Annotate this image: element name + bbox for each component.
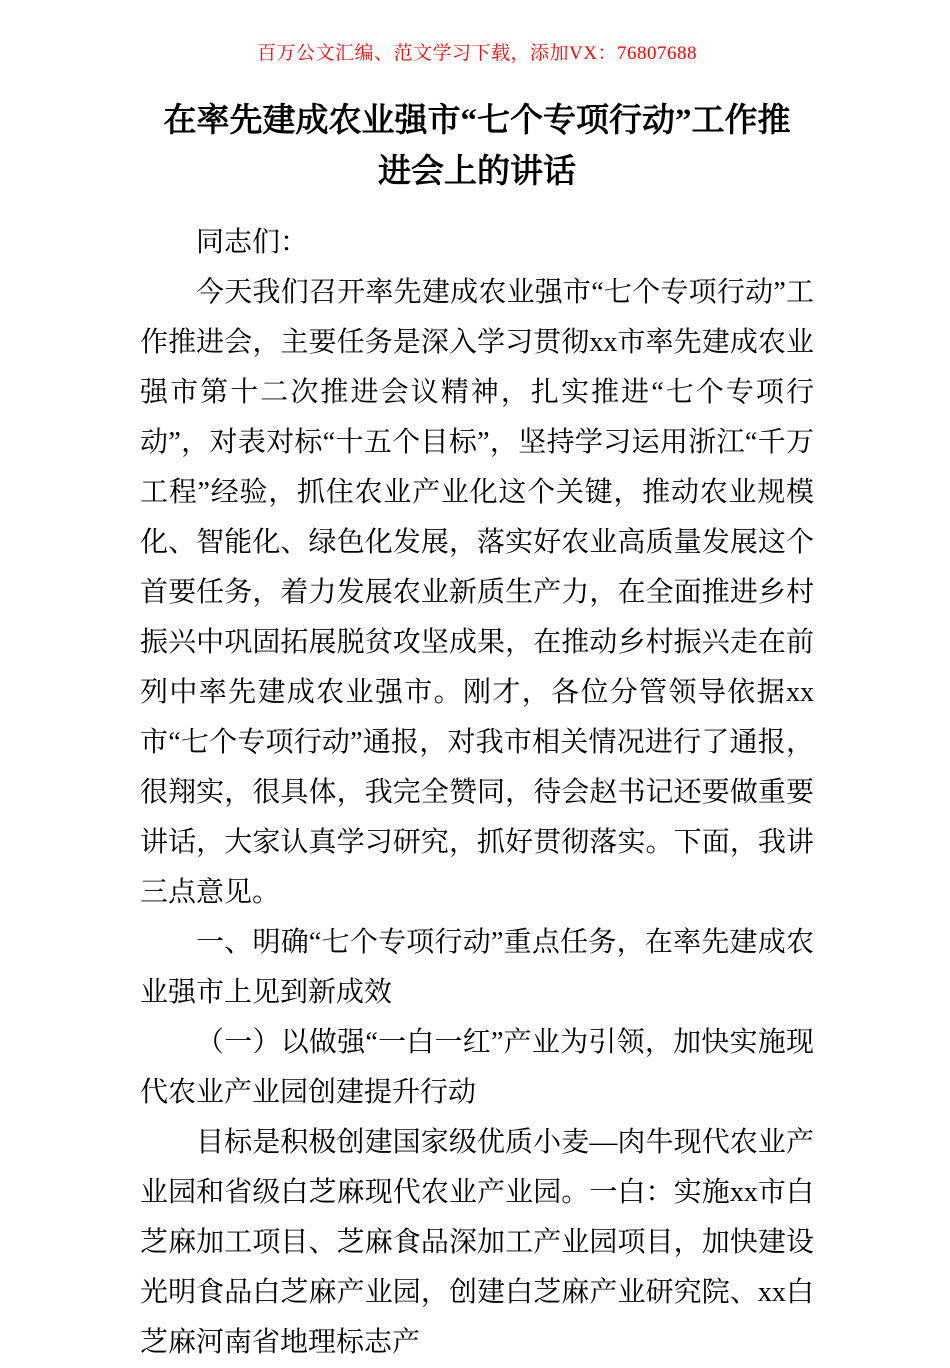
header-promo-notice: 百万公文汇编、范文学习下载，添加VX：76807688 bbox=[257, 43, 697, 64]
paragraph-section-heading: 一、明确“七个专项行动”重点任务，在率先建成农业强市上见到新成效 bbox=[140, 927, 814, 1009]
paragraph-subsection-heading: （一）以做强“一白一红”产业为引领，加快实施现代农业产业园创建提升行动 bbox=[140, 1027, 814, 1109]
document-title-line-1: 在率先建成农业强市“七个专项行动”工作推 bbox=[163, 103, 791, 139]
paragraph-salutation: 同志们： bbox=[196, 227, 309, 259]
paragraph-intro: 今天我们召开率先建成农业强市“七个专项行动”工作推进会，主要任务是深入学习贯彻xx市率先建成农业强市第十二次推进会议精神，扎实推进“七个专项行动”，对表对标“十五个目标”，坚持学习运用浙江“千万工程”经验，抓住农业产业化这个关键，推动农业规模化、智能化、绿色化发展，落实好农业高质量发展这个首要任务，着力发展农业新质生产力，在全面推进乡村振兴中巩固拓展脱贫攻坚成果，在推动乡村振兴走在前列中率先建成农业强市。刚才，各位分管领导依据xx市“七个专项行动”通报，对我市相关情况进行了通报，很翔实，很具体，我完全赞同，待会赵书记还要做重要讲话，大家认真学习研究，抓好贯彻落实。下面，我讲三点意见。 bbox=[140, 277, 814, 909]
document-title-line-2: 进会上的讲话 bbox=[378, 154, 576, 191]
paragraph-body-goal: 目标是积极创建国家级优质小麦—肉牛现代农业产业园和省级白芝麻现代农业产业园。一白：实施xx市白芝麻加工项目、芝麻食品深加工产业园项目，加快建设光明食品白芝麻产业园，创建白芝麻产业研究院、xx白芝麻河南省地理标志产 bbox=[140, 1127, 814, 1359]
document-title bbox=[140, 96, 814, 198]
